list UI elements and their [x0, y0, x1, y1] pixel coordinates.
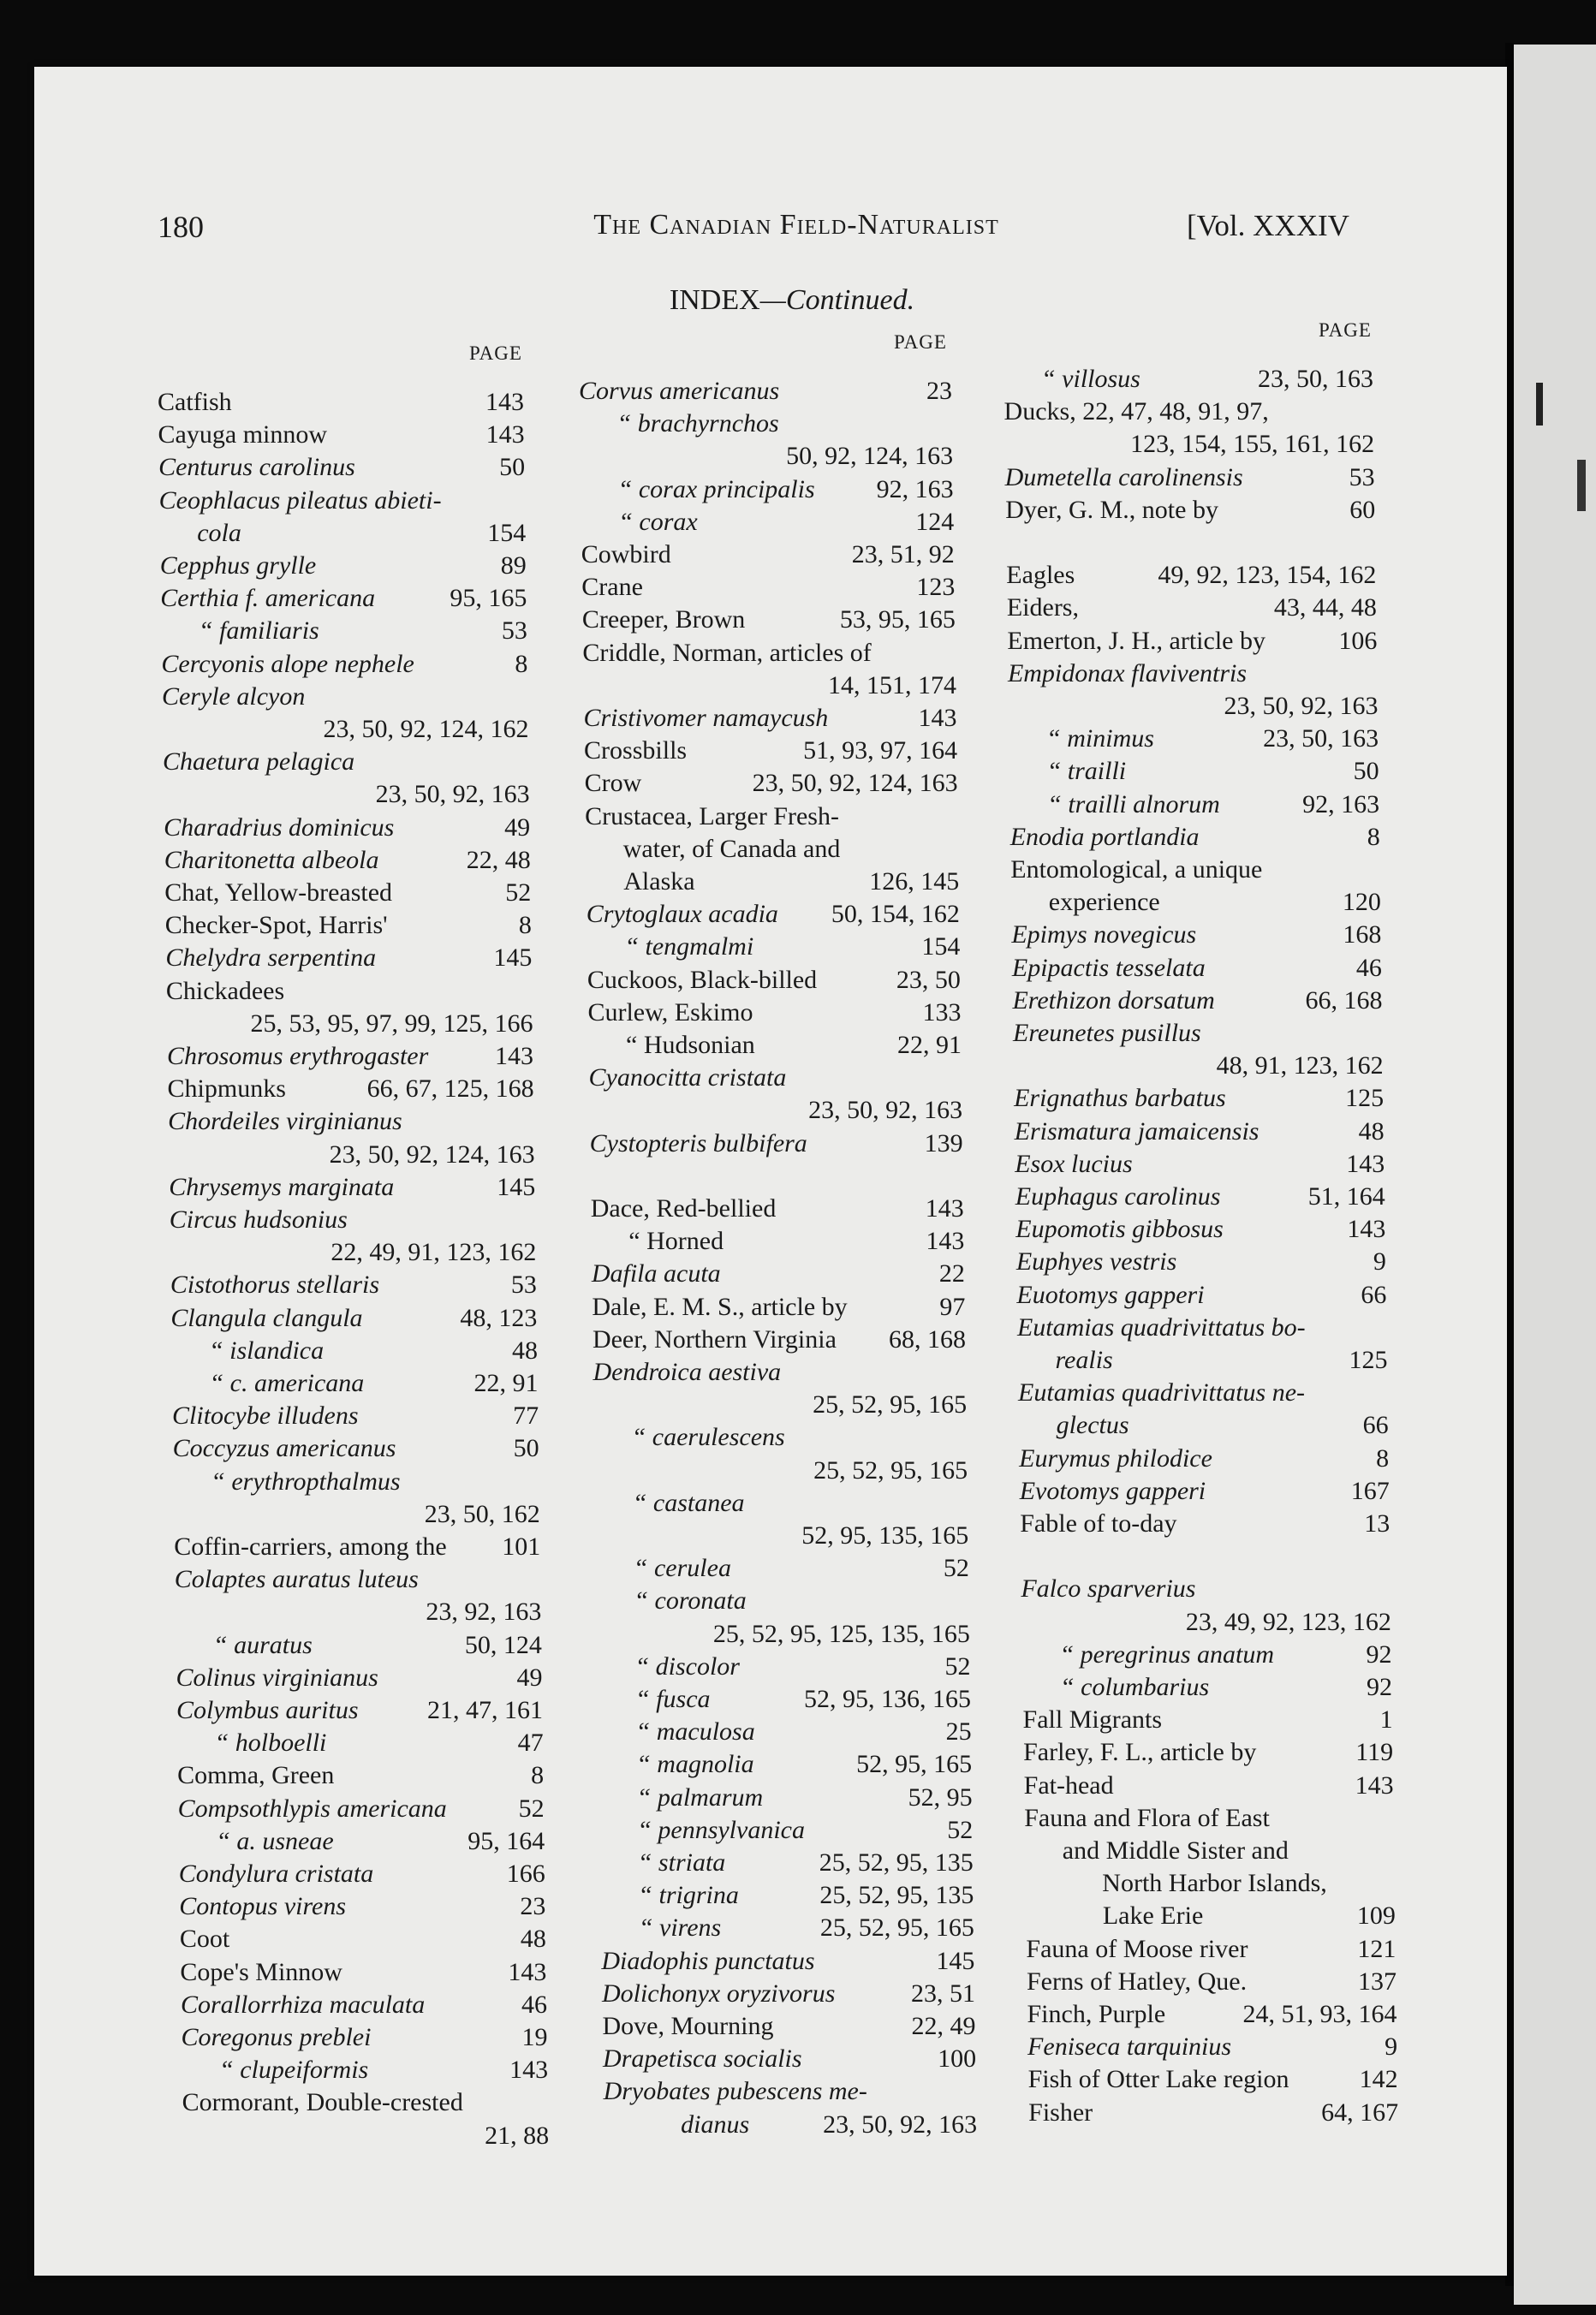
index-entry-term: Crustacea, Larger Fresh-: [585, 801, 839, 830]
index-entry-term: Cormorant, Double-crested: [182, 2088, 463, 2117]
index-entry-term: Euotomys gapperi: [1016, 1280, 1205, 1309]
index-entry-term: Dove, Mourning: [602, 2012, 774, 2040]
index-entry-pages: 25: [945, 1717, 972, 1747]
index-entry-term: Dale, E. M. S., article by: [592, 1292, 848, 1321]
index-entry-term: “ corax: [618, 507, 698, 536]
index-entry-pages: 120: [1342, 888, 1381, 917]
index-entry-pages: 23, 50, 163: [1263, 724, 1379, 753]
index-entry-pages: 13: [1364, 1509, 1391, 1538]
index-entry-term: Farley, F. L., article by: [1023, 1738, 1257, 1767]
index-entry-term: Entomological, a unique: [1010, 855, 1263, 884]
index-entry-pages: 66, 67, 125, 168: [366, 1074, 534, 1104]
index-entry-pages: 68, 168: [888, 1324, 966, 1354]
index-entry-pages: 23, 51: [910, 1979, 975, 2008]
index-entry-term: glectus: [1056, 1411, 1129, 1440]
index-entry-term: Deer, Northern Virginia: [592, 1324, 837, 1354]
index-entry-pages: 22, 91: [473, 1369, 539, 1397]
index-entry-pages: 21, 88: [485, 2121, 550, 2150]
index-entry-pages: 143: [485, 388, 524, 416]
index-entry-pages: 53: [1349, 462, 1375, 491]
index-entry-pages: 46: [521, 1990, 547, 2019]
index-entry-term: experience: [1048, 888, 1160, 917]
index-entry-pages: 50, 154, 162: [831, 900, 960, 929]
index-entry-pages: 50, 92, 124, 163: [786, 442, 954, 471]
index-title: [629, 284, 955, 317]
index-entry-term: Erethizon dorsatum: [1012, 985, 1215, 1015]
index-entry-pages: 52: [944, 1651, 971, 1681]
index-entry-term: Corvus americanus: [579, 377, 780, 405]
index-entry-term: Erismatura jamaicensis: [1014, 1116, 1260, 1146]
index-entry-pages: 167: [1350, 1476, 1390, 1505]
index-entry-pages: 92: [1367, 1673, 1392, 1701]
index-entry-term: Fisher: [1028, 2098, 1093, 2127]
index-entry-pages: 154: [487, 518, 527, 547]
index-entry-term: Eiders,: [1006, 593, 1079, 622]
index-entry-pages: 125: [1349, 1346, 1388, 1374]
index-entry-pages: 143: [926, 1227, 965, 1256]
index-entry-pages: 66: [1362, 1411, 1389, 1440]
index-entry-term: Eutamias quadrivittatus ne-: [1018, 1378, 1306, 1407]
index-entry-pages: 101: [502, 1532, 541, 1561]
index-entry-pages: 124: [915, 507, 955, 536]
index-entry-term: “ virens: [638, 1913, 722, 1943]
index-entry-pages: 23, 50, 92, 163: [823, 2110, 978, 2139]
index-entry-term: “ columbarius: [1060, 1673, 1210, 1701]
index-entry-term: Epipactis tesselata: [1011, 953, 1206, 982]
index-entry-pages: 52, 95, 136, 165: [804, 1685, 971, 1713]
index-entry-term: Ducks, 22, 47, 48, 91, 97,: [1003, 397, 1269, 426]
index-entry-pages: 154: [921, 932, 961, 961]
index-entry-term: Cayuga minnow: [158, 420, 328, 449]
index-entry-term: Fauna of Moose river: [1026, 1934, 1248, 1963]
index-entry-pages: 43, 44, 48: [1273, 593, 1377, 622]
index-entry-pages: 143: [508, 1957, 547, 1986]
index-entry-term: Cuckoos, Black-billed: [587, 965, 818, 994]
index-entry-pages: 46: [1355, 953, 1382, 982]
index-entry-pages: 8: [518, 911, 532, 940]
index-entry-term: Fauna and Flora of East: [1024, 1803, 1270, 1832]
index-entry-term: Cystopteris bulbifera: [589, 1128, 807, 1158]
index-entry-pages: 123: [916, 573, 956, 602]
index-entry-term: “ Horned: [628, 1227, 724, 1256]
index-entry-pages: 24, 51, 93, 164: [1242, 2000, 1397, 2028]
index-entry-pages: 119: [1355, 1738, 1394, 1767]
index-entry-term: “ a. usneae: [216, 1826, 334, 1855]
index-entry-term: Chat, Yellow-breasted: [164, 878, 393, 907]
index-entry-term: “ pennsylvanica: [637, 1815, 805, 1844]
index-entry-term: Ereunetes pusillus: [1013, 1019, 1201, 1047]
index-entry-pages: 25, 52, 95, 165: [819, 1913, 974, 1943]
index-entry-pages: 9: [1385, 2032, 1398, 2062]
index-entry-term: Clitocybe illudens: [172, 1401, 359, 1431]
index-entry-pages: 50: [513, 1434, 539, 1463]
page-mark: [1577, 460, 1586, 511]
index-entry-pages: 22, 91: [897, 1031, 962, 1059]
index-entry-pages: 49: [504, 812, 531, 842]
index-entry-pages: 23, 50, 162: [424, 1499, 540, 1528]
index-entry-pages: 23: [926, 377, 952, 405]
index-entry-term: Dolichonyx oryzivorus: [601, 1979, 836, 2008]
index-entry-pages: 49, 92, 123, 154, 162: [1158, 561, 1377, 590]
index-entry-pages: 23, 50, 92, 124, 163: [329, 1140, 535, 1169]
index-entry-term: Lake Erie: [1102, 1901, 1204, 1931]
index-entry-term: Colaptes auratus luteus: [174, 1565, 419, 1594]
index-entry-term: “ discolor: [634, 1651, 740, 1681]
index-entry-term: Compsothlypis americana: [177, 1794, 447, 1823]
index-entry-pages: 51, 164: [1307, 1182, 1385, 1211]
index-entry-term: Dafila acuta: [591, 1259, 721, 1288]
index-entry-term: Enodia portlandia: [1009, 822, 1200, 851]
index-entry-term: Crane: [581, 573, 643, 602]
index-entry-term: Comma, Green: [177, 1761, 335, 1790]
index-entry-term: Empidonax flaviventris: [1007, 658, 1248, 687]
index-entry-pages: 8: [531, 1761, 545, 1790]
index-entry-pages: 92, 163: [876, 474, 954, 503]
index-entry-pages: 66: [1361, 1280, 1387, 1309]
index-entry-pages: 121: [1357, 1934, 1396, 1963]
index-entry-term: “ Hudsonian: [626, 1031, 755, 1059]
index-entry-term: Crow: [584, 769, 642, 798]
index-entry-term: Cercyonis alope nephele: [161, 649, 414, 678]
index-entry-term: “ tengmalmi: [624, 932, 754, 961]
index-entry-term: Fat-head: [1023, 1770, 1114, 1800]
index-entry-term: Drapetisca socialis: [603, 2044, 802, 2074]
index-entry-term: and Middle Sister and: [1062, 1836, 1289, 1865]
index-entry-pages: 92, 163: [1302, 789, 1380, 818]
index-entry-pages: 23: [520, 1892, 546, 1921]
index-entry-term: water, of Canada and: [622, 834, 841, 863]
index-entry-term: Euphyes vestris: [1015, 1247, 1177, 1277]
page-number: 180: [158, 210, 204, 244]
index-entry-pages: 52, 95: [908, 1782, 973, 1812]
index-entry-pages: 92: [1366, 1640, 1392, 1669]
index-entry-term: Crytoglaux acadia: [586, 900, 778, 929]
index-entry-term: “ peregrinus anatum: [1059, 1640, 1274, 1669]
index-entry-pages: 53: [501, 616, 527, 646]
index-entry-term: “ magnolia: [636, 1750, 754, 1779]
index-entry-pages: 143: [509, 2056, 549, 2085]
index-entry-pages: 25, 52, 95, 165: [813, 1455, 968, 1485]
index-entry-term: Dumetella carolinensis: [1004, 462, 1243, 491]
index-entry-pages: 23, 50, 92, 163: [808, 1096, 963, 1125]
index-entry-term: Fall Migrants: [1022, 1705, 1163, 1735]
index-entry-term: Falco sparverius: [1021, 1574, 1196, 1604]
index-entry-pages: 21, 47, 161: [427, 1696, 543, 1724]
index-entry-term: Centurus carolinus: [158, 453, 355, 482]
index-entry-term: North Harbor Islands,: [1102, 1869, 1327, 1898]
index-entry-pages: 52: [943, 1554, 969, 1583]
index-entry-pages: 48: [1358, 1116, 1385, 1146]
index-entry-term: Ferns of Hatley, Que.: [1026, 1967, 1248, 1996]
index-entry-pages: 48, 91, 123, 162: [1216, 1051, 1384, 1080]
index-entry-term: Dendroica aestiva: [593, 1358, 782, 1386]
index-entry-term: Euphagus carolinus: [1015, 1182, 1221, 1211]
index-entry-term: Ceophlacus pileatus abieti-: [158, 485, 442, 515]
index-entry-pages: 25, 52, 95, 135: [819, 1881, 974, 1910]
index-entry-term: Chrysemys marginata: [169, 1172, 395, 1201]
index-entry-term: “ castanea: [632, 1488, 745, 1517]
index-entry-pages: 52: [505, 878, 532, 907]
index-entry-pages: 50, 124: [464, 1630, 542, 1659]
index-entry-term: Alaska: [623, 867, 695, 896]
adjacent-page-edge: [1514, 45, 1596, 2305]
index-entry-term: Circus hudsonius: [169, 1205, 348, 1234]
index-entry-pages: 51, 93, 97, 164: [803, 736, 958, 765]
index-entry-pages: 143: [1347, 1215, 1386, 1244]
index-entry-term: Charadrius dominicus: [164, 812, 395, 842]
index-entry-term: Esox lucius: [1015, 1149, 1133, 1178]
index-entry-term: Chickadees: [165, 976, 285, 1005]
index-entry-pages: 8: [1367, 822, 1380, 851]
index-entry-pages: 168: [1343, 920, 1382, 949]
index-entry-pages: 47: [517, 1729, 544, 1758]
index-entry-term: cola: [197, 518, 241, 547]
index-entry-pages: 100: [938, 2044, 977, 2074]
index-entry-term: Charitonetta albeola: [164, 845, 379, 874]
index-entry-pages: 14, 151, 174: [827, 670, 956, 699]
index-entry-term: Dyer, G. M., note by: [1005, 495, 1218, 524]
index-entry-pages: 125: [1345, 1084, 1385, 1113]
index-entry-term: Diadophis punctatus: [601, 1946, 815, 1975]
index-entry-term: Finch, Purple: [1027, 2000, 1166, 2028]
index-entry-term: Checker-Spot, Harris': [164, 911, 388, 940]
index-entry-term: “ villosus: [1041, 365, 1140, 393]
index-entry-term: Evotomys gapperi: [1019, 1476, 1206, 1505]
index-entry-term: “ islandica: [208, 1336, 325, 1365]
index-entry-pages: 23, 51, 92: [851, 540, 955, 568]
index-entry-term: Contopus virens: [179, 1892, 347, 1921]
index-entry-term: Chrosomus erythrogaster: [167, 1042, 429, 1070]
index-entry-pages: 143: [918, 704, 957, 732]
index-entry-term: “ c. americana: [209, 1369, 365, 1397]
running-title: [539, 209, 1053, 241]
index-entry-pages: 145: [493, 943, 533, 973]
index-entry-term: “ coronata: [634, 1586, 747, 1616]
index-entry-term: “ erythropthalmus: [211, 1467, 401, 1496]
index-entry-term: “ corax principalis: [617, 474, 815, 503]
index-entry-pages: 48: [511, 1336, 538, 1365]
index-entry-pages: 25, 52, 95, 135: [819, 1848, 974, 1877]
index-entry-term: Creeper, Brown: [581, 605, 746, 634]
index-entry-pages: 143: [925, 1194, 964, 1223]
index-entry-term: Cristivomer namaycush: [583, 704, 829, 732]
index-entry-pages: 52, 95, 135, 165: [801, 1521, 969, 1550]
page-mark: [1536, 383, 1543, 426]
index-entry-term: Coffin-carriers, among the: [174, 1532, 447, 1561]
index-entry-pages: 1: [1379, 1705, 1393, 1735]
index-entry-pages: 66, 168: [1305, 985, 1383, 1015]
index-entry-term: Eutamias quadrivittatus bo-: [1016, 1312, 1306, 1342]
index-entry-term: Curlew, Eskimo: [587, 997, 753, 1027]
index-entry-term: Crossbills: [584, 736, 688, 765]
index-entry-pages: 106: [1338, 626, 1378, 655]
index-entry-pages: 23, 50, 92, 124, 163: [752, 769, 958, 798]
index-entry-term: Eurymus philodice: [1019, 1443, 1212, 1473]
index-entry-term: “ caerulescens: [631, 1423, 785, 1452]
index-entry-term: Criddle, Norman, articles of: [582, 638, 872, 667]
index-entry-pages: 52: [518, 1794, 545, 1823]
index-entry-pages: 145: [497, 1172, 536, 1201]
index-entry-pages: 25, 53, 95, 97, 99, 125, 166: [250, 1009, 533, 1038]
index-entry-term: “ brachyrnchos: [616, 409, 779, 438]
index-entry-pages: 48: [520, 1925, 546, 1954]
index-entry-term: realis: [1055, 1346, 1113, 1374]
index-entry-term: Ceryle alcyon: [161, 681, 306, 711]
index-entry-term: Eagles: [1006, 561, 1075, 590]
index-entry-pages: 9: [1373, 1247, 1386, 1277]
index-entry-term: Condylura cristata: [178, 1860, 374, 1888]
index-entry-term: Feniseca tarquinius: [1027, 2032, 1232, 2062]
index-entry-term: Catfish: [158, 388, 232, 416]
index-entry-term: Epimys novegicus: [1011, 920, 1197, 949]
index-entry-term: “ familiaris: [198, 616, 319, 646]
page-column-label: PAGE: [469, 342, 522, 364]
index-entry-term: Coregonus preblei: [181, 2023, 372, 2051]
index-entry-pages: 22, 49, 91, 123, 162: [331, 1238, 537, 1267]
index-entry-term: “ holboelli: [214, 1729, 327, 1758]
index-entry-term: Colinus virginianus: [176, 1663, 378, 1692]
index-entry-pages: 123, 154, 155, 161, 162: [1130, 430, 1375, 459]
index-entry-term: Cope's Minnow: [180, 1957, 342, 1986]
index-entry-term: Erignathus barbatus: [1014, 1084, 1226, 1113]
index-entry-pages: 23, 50, 163: [1258, 365, 1373, 393]
index-entry-pages: 97: [939, 1292, 966, 1321]
index-title-text: INDEX: [669, 284, 760, 316]
index-entry-pages: 22, 48: [466, 845, 531, 874]
index-entry-term: “ minimus: [1046, 724, 1154, 753]
index-entry-term: Cistothorus stellaris: [170, 1271, 380, 1300]
index-entry-pages: 142: [1359, 2065, 1398, 2094]
index-entry-pages: 60: [1349, 495, 1376, 524]
index-entry-term: Cepphus grylle: [159, 551, 317, 580]
index-entry-term: Certhia f. americana: [160, 584, 376, 613]
index-entry-pages: 143: [1355, 1770, 1394, 1800]
index-title-suffix: —Continued.: [759, 284, 915, 316]
index-entry-term: Chelydra serpentina: [165, 943, 377, 973]
index-entry-pages: 126, 145: [869, 867, 960, 896]
index-entry-term: “ clupeiformis: [219, 2056, 369, 2085]
index-entry-pages: 137: [1357, 1967, 1396, 1996]
index-entry-pages: 25, 52, 95, 165: [813, 1390, 968, 1419]
index-entry-term: “ palmarum: [636, 1782, 764, 1812]
index-entry-term: “ auratus: [212, 1630, 313, 1659]
index-entry-term: Colymbus auritus: [176, 1696, 359, 1724]
index-entry-pages: 64, 167: [1321, 2098, 1399, 2127]
index-entry-term: “ trailli: [1046, 757, 1127, 786]
index-entry-pages: 22, 49: [911, 2012, 976, 2040]
index-entry-pages: 8: [515, 649, 528, 678]
index-entry-term: dianus: [681, 2110, 750, 2139]
index-entry-pages: 89: [500, 551, 527, 580]
index-entry-term: Emerton, J. H., article by: [1007, 626, 1265, 655]
index-entry-pages: 53: [510, 1271, 537, 1300]
index-entry-term: Dace, Red-bellied: [590, 1194, 777, 1223]
index-entry-pages: 23, 92, 163: [426, 1598, 542, 1627]
index-entry-pages: 23, 50, 92, 163: [375, 780, 530, 809]
index-entry-term: Coccyzus americanus: [172, 1434, 396, 1463]
index-entry-pages: 22: [938, 1259, 965, 1288]
index-entry-term: Eupomotis gibbosus: [1015, 1215, 1224, 1244]
index-entry-pages: 23, 50, 92, 163: [1224, 692, 1379, 720]
index-entry-pages: 95, 165: [450, 584, 527, 613]
index-entry-pages: 52, 95, 165: [856, 1750, 973, 1779]
index-entry-term: “ trigrina: [638, 1881, 739, 1910]
index-entry-pages: 49: [516, 1663, 543, 1692]
index-entry-pages: 19: [521, 2023, 548, 2051]
index-entry-pages: 145: [936, 1946, 975, 1975]
index-entry-pages: 52: [947, 1815, 974, 1844]
index-entry-term: Corallorrhiza maculata: [180, 1990, 426, 2019]
index-entry-term: “ maculosa: [635, 1717, 755, 1747]
index-entry-pages: 8: [1376, 1443, 1390, 1473]
index-entry-term: Chaetura pelagica: [163, 747, 355, 777]
index-entry-term: Chordeiles virginianus: [168, 1107, 402, 1136]
volume-label: [Vol. XXXIV: [1187, 209, 1349, 242]
index-entry-pages: 143: [495, 1042, 533, 1070]
running-title-text: The Canadian Field-Naturalist: [593, 209, 999, 241]
index-entry-pages: 23, 50, 92, 124, 162: [323, 715, 529, 743]
index-entry-pages: 48, 123: [460, 1303, 538, 1332]
index-entry-term: “ striata: [637, 1848, 726, 1877]
index-entry-pages: 133: [922, 997, 962, 1027]
index-entry-pages: 23, 50: [896, 965, 961, 994]
page-column-label: PAGE: [894, 331, 947, 353]
index-entry-pages: 109: [1356, 1901, 1396, 1931]
index-entry-pages: 143: [1346, 1149, 1385, 1178]
index-entry-term: Dryobates pubescens me-: [603, 2077, 867, 2106]
index-entry-term: “ trailli alnorum: [1047, 789, 1220, 818]
index-entry-term: Fish of Otter Lake region: [1027, 2065, 1289, 2094]
index-entry-term: Fable of to-day: [1020, 1509, 1177, 1538]
index-entry-pages: 139: [924, 1128, 963, 1158]
index-entry-pages: 95, 164: [467, 1826, 545, 1855]
index-entry-pages: 53, 95, 165: [839, 605, 956, 634]
index-entry-pages: 143: [485, 420, 525, 449]
index-entry-pages: 50: [499, 453, 526, 482]
index-entry-pages: 25, 52, 95, 125, 135, 165: [712, 1619, 970, 1648]
index-entry-pages: 50: [1353, 757, 1379, 786]
index-entry-term: Cyanocitta cristata: [588, 1063, 787, 1092]
index-entry-term: “ fusca: [635, 1685, 711, 1713]
index-entry-term: Clangula clangula: [170, 1303, 363, 1332]
index-entry-term: Coot: [179, 1925, 230, 1954]
index-entry-pages: 77: [513, 1401, 539, 1431]
index-entry-term: Cowbird: [581, 540, 671, 568]
page-column-label: PAGE: [1319, 319, 1372, 341]
index-entry-pages: 23, 49, 92, 123, 162: [1185, 1607, 1391, 1636]
index-entry-pages: 166: [506, 1860, 545, 1888]
index-entry-term: “ cerulea: [633, 1554, 731, 1583]
index-entry-term: Chipmunks: [167, 1074, 286, 1104]
